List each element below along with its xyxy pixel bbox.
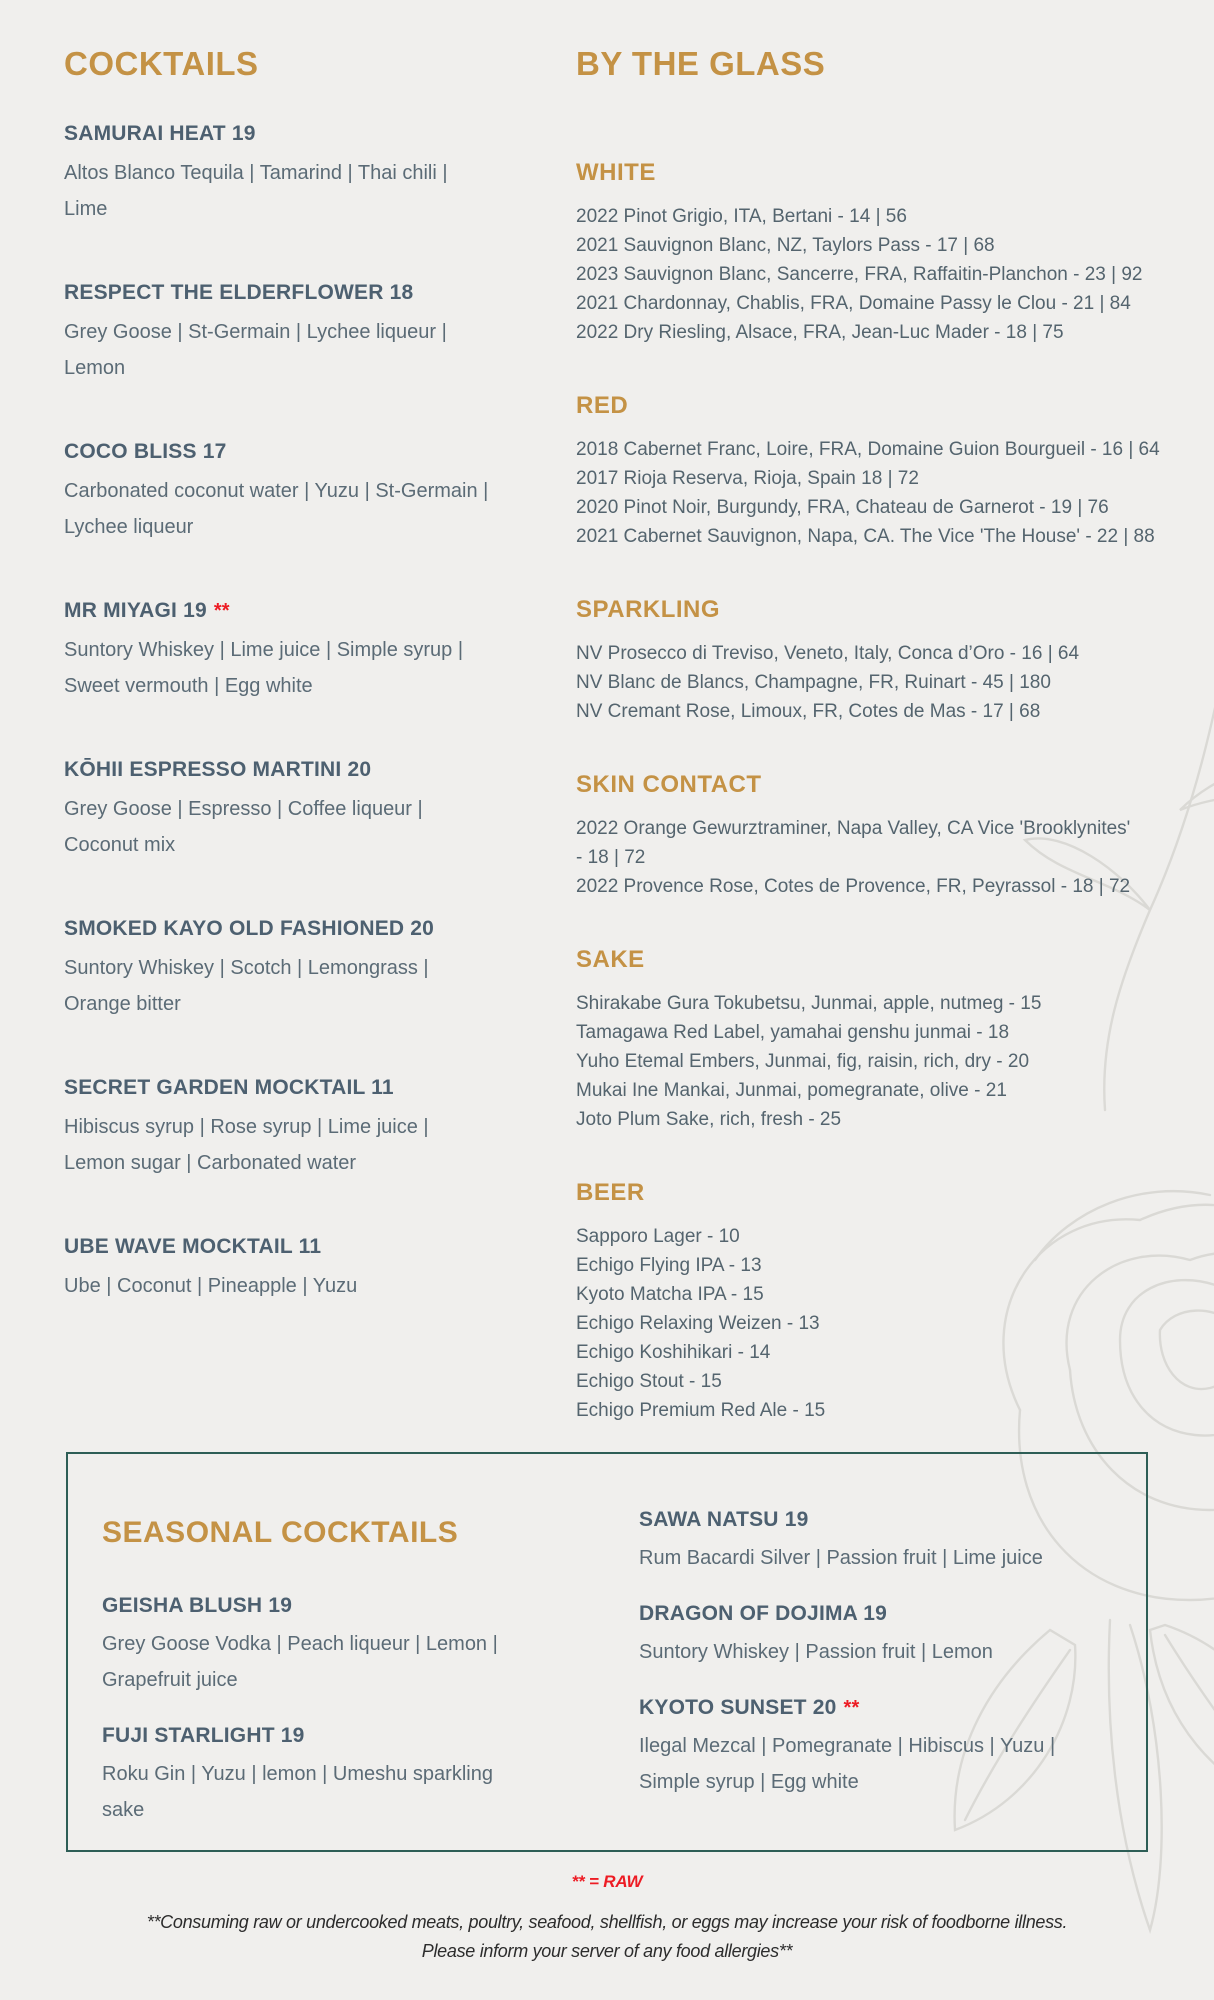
wine-line: 2022 Dry Riesling, Alsace, FRA, Jean-Luc Mader - 18 | 75: [576, 322, 1064, 343]
menu-item-ingredients: Ube | Coconut | Pineapple | Yuzu: [64, 1275, 358, 1297]
by-the-glass-column: [576, 44, 1198, 1469]
menu-item-name: [64, 595, 494, 627]
menu-item: [64, 595, 494, 704]
menu-item-title: DRAGON OF DOJIMA 19: [639, 1602, 888, 1625]
menu-item-title: SMOKED KAYO OLD FASHIONED 20: [64, 917, 435, 940]
section-beer: [576, 1178, 1198, 1425]
seasonal-left-column: [102, 1512, 522, 1850]
section-sparkling-lines: [576, 639, 1198, 726]
section-sake-lines: [576, 989, 1198, 1134]
menu-item-ingredients: Hibiscus syrup | Rose syrup | Lime juice | Lemon sugar | Carbonated water: [64, 1116, 429, 1174]
section-red-header: RED: [576, 392, 629, 419]
section-sparkling: [576, 595, 1198, 726]
menu-item: [64, 913, 494, 1022]
menu-item-title: COCO BLISS 17: [64, 440, 227, 463]
menu-item-ingredients: Altos Blanco Tequila | Tamarind | Thai chili | Lime: [64, 162, 448, 220]
section-white: [576, 158, 1198, 347]
seasonal-left-list: [102, 1590, 522, 1828]
cocktails-list: [64, 118, 494, 1304]
beer-line: Echigo Stout - 15: [576, 1371, 722, 1392]
menu-item-ingredients: Suntory Whiskey | Lime juice | Simple syrup | Sweet vermouth | Egg white: [64, 639, 464, 697]
seasonal-cocktails-box: [66, 1452, 1148, 1852]
wine-line: NV Cremant Rose, Limoux, FR, Cotes de Mas - 17 | 68: [576, 701, 1041, 722]
section-sake-header: SAKE: [576, 946, 645, 973]
menu-item-ingredients: Grey Goose | St-Germain | Lychee liqueur | Lemon: [64, 321, 447, 379]
menu-item-title: SAWA NATSU 19: [639, 1508, 809, 1531]
menu-item-name: [64, 1072, 494, 1104]
menu-item-name: [102, 1720, 522, 1752]
menu-item-name: [64, 436, 494, 468]
menu-item-ingredients: Suntory Whiskey | Scotch | Lemongrass | Orange bitter: [64, 957, 429, 1015]
menu-item-name: [639, 1504, 1059, 1536]
menu-item-ingredients: Suntory Whiskey | Passion fruit | Lemon: [639, 1641, 993, 1663]
beer-line: Echigo Koshihikari - 14: [576, 1342, 771, 1363]
menu-item: [639, 1598, 1059, 1670]
menu-item-title: KŌHII ESPRESSO MARTINI 20: [64, 758, 372, 781]
wine-line: 2018 Cabernet Franc, Loire, FRA, Domaine Guion Bourgueil - 16 | 64: [576, 439, 1160, 460]
menu-item-name: [639, 1598, 1059, 1630]
sake-line: Joto Plum Sake, rich, fresh - 25: [576, 1109, 842, 1130]
section-red-lines: [576, 435, 1198, 551]
disclaimer-line-1: **Consuming raw or undercooked meats, poultry, seafood, shellfish, or eggs may increase your risk of foodborne illness.: [146, 1912, 1068, 1932]
beer-line: Echigo Premium Red Ale - 15: [576, 1400, 826, 1421]
beer-line: Echigo Relaxing Weizen - 13: [576, 1313, 820, 1334]
wine-line: 2021 Sauvignon Blanc, NZ, Taylors Pass - 17 | 68: [576, 235, 995, 256]
menu-item-name: [64, 1231, 494, 1263]
menu-item-name: [639, 1692, 1059, 1724]
section-red: [576, 391, 1198, 551]
menu-item-ingredients: Ilegal Mezcal | Pomegranate | Hibiscus | Yuzu | Simple syrup | Egg white: [639, 1735, 1056, 1793]
menu-item-ingredients: Rum Bacardi Silver | Passion fruit | Lime juice: [639, 1547, 1043, 1569]
section-beer-header: BEER: [576, 1179, 645, 1206]
menu-item: [102, 1720, 522, 1828]
menu-item: [64, 754, 494, 863]
wine-line: 2022 Orange Gewurztraminer, Napa Valley, CA Vice 'Brooklynites': [576, 818, 1131, 839]
raw-marker: **: [213, 600, 230, 622]
menu-item-ingredients: Roku Gin | Yuzu | lemon | Umeshu sparkling sake: [102, 1763, 493, 1821]
menu-item-name: [64, 913, 494, 945]
beer-line: Echigo Flying IPA - 13: [576, 1255, 762, 1276]
menu-item: [64, 1231, 494, 1304]
menu-item-title: FUJI STARLIGHT 19: [102, 1724, 305, 1747]
wine-line: NV Prosecco di Treviso, Veneto, Italy, Conca d’Oro - 16 | 64: [576, 643, 1080, 664]
wine-line: 2017 Rioja Reserva, Rioja, Spain 18 | 72: [576, 468, 919, 489]
menu-item-name: [64, 754, 494, 786]
wine-line: 2021 Cabernet Sauvignon, Napa, CA. The Vice 'The House' - 22 | 88: [576, 526, 1155, 547]
seasonal-heading: SEASONAL COCKTAILS: [102, 1516, 459, 1549]
wine-line: 2020 Pinot Noir, Burgundy, FRA, Chateau de Garnerot - 19 | 76: [576, 497, 1109, 518]
menu-item-title: SECRET GARDEN MOCKTAIL 11: [64, 1076, 394, 1099]
cocktails-column: [64, 44, 494, 1354]
menu-item-title: UBE WAVE MOCKTAIL 11: [64, 1235, 322, 1258]
footer: [0, 1872, 1214, 1966]
beer-line: Kyoto Matcha IPA - 15: [576, 1284, 764, 1305]
disclaimer-line-2: Please inform your server of any food allergies**: [421, 1941, 793, 1961]
beer-line: Sapporo Lager - 10: [576, 1226, 740, 1247]
sake-line: Tamagawa Red Label, yamahai genshu junmai - 18: [576, 1022, 1010, 1043]
wine-line: 2022 Pinot Grigio, ITA, Bertani - 14 | 56: [576, 206, 907, 227]
menu-item-name: [64, 277, 494, 309]
sake-line: Mukai Ine Mankai, Junmai, pomegranate, olive - 21: [576, 1080, 1007, 1101]
wine-line: NV Blanc de Blancs, Champagne, FR, Ruinart - 45 | 180: [576, 672, 1051, 693]
menu-item: [64, 436, 494, 545]
section-sake: [576, 945, 1198, 1134]
seasonal-right-column: [639, 1504, 1059, 1822]
menu-item-title: GEISHA BLUSH 19: [102, 1594, 293, 1617]
wine-line: 2023 Sauvignon Blanc, Sancerre, FRA, Raffaitin-Planchon - 23 | 92: [576, 264, 1143, 285]
wine-line: 2021 Chardonnay, Chablis, FRA, Domaine Passy le Clou - 21 | 84: [576, 293, 1131, 314]
menu-item-name: [64, 118, 494, 150]
menu-item-title: SAMURAI HEAT 19: [64, 122, 256, 145]
sake-line: Yuho Etemal Embers, Junmai, fig, raisin, rich, dry - 20: [576, 1051, 1030, 1072]
menu-item-ingredients: Grey Goose Vodka | Peach liqueur | Lemon | Grapefruit juice: [102, 1633, 498, 1691]
sake-line: Shirakabe Gura Tokubetsu, Junmai, apple, nutmeg - 15: [576, 993, 1042, 1014]
menu-item-ingredients: Grey Goose | Espresso | Coffee liqueur | Coconut mix: [64, 798, 423, 856]
menu-item: [64, 1072, 494, 1181]
menu-item: [64, 277, 494, 386]
menu-item-ingredients: Carbonated coconut water | Yuzu | St-Germain | Lychee liqueur: [64, 480, 489, 538]
cocktails-heading: COCKTAILS: [64, 45, 259, 82]
section-skin-contact: [576, 770, 1198, 901]
section-sparkling-header: SPARKLING: [576, 596, 721, 623]
menu-item: [64, 118, 494, 227]
raw-marker: **: [843, 1697, 860, 1719]
section-skin-contact-header: SKIN CONTACT: [576, 771, 762, 798]
section-skin-contact-lines: [576, 814, 1198, 901]
by-the-glass-heading: BY THE GLASS: [576, 45, 826, 82]
wine-line: 2022 Provence Rose, Cotes de Provence, FR, Peyrassol - 18 | 72: [576, 876, 1131, 897]
section-beer-lines: [576, 1222, 1198, 1425]
menu-item: [639, 1692, 1059, 1800]
section-white-lines: [576, 202, 1198, 347]
menu-item-title: MR MIYAGI 19: [64, 599, 207, 622]
menu-item-name: [102, 1590, 522, 1622]
menu-item-title: KYOTO SUNSET 20: [639, 1696, 837, 1719]
menu-item-title: RESPECT THE ELDERFLOWER 18: [64, 281, 414, 304]
raw-legend: ** = RAW: [571, 1872, 643, 1891]
wine-line: - 18 | 72: [576, 847, 646, 868]
menu-item: [639, 1504, 1059, 1576]
menu-item: [102, 1590, 522, 1698]
section-white-header: WHITE: [576, 159, 656, 186]
